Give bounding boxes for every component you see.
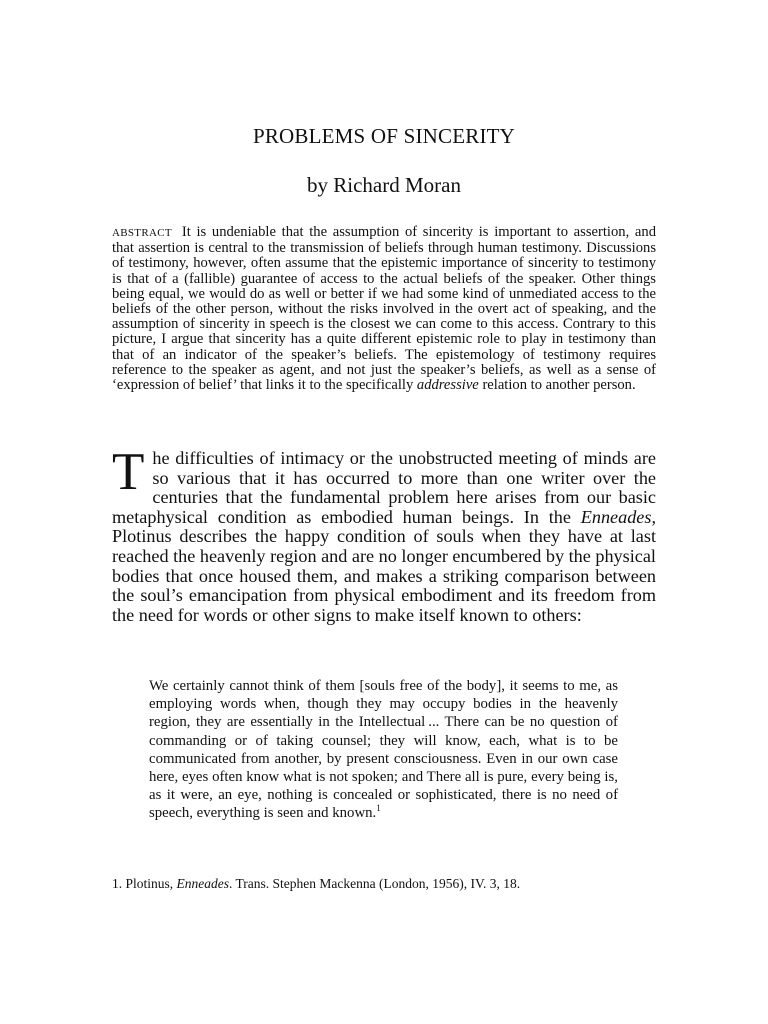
abstract-paragraph xyxy=(112,225,656,393)
body-italic-title: Enneades xyxy=(580,506,652,527)
drop-cap: T xyxy=(112,443,145,501)
abstract-italic-word: addressive xyxy=(416,377,479,394)
paper-title: PROBLEMS OF SINCERITY xyxy=(252,124,516,148)
footnote-details: . Trans. Stephen Mackenna (London, 1956), IV. 3, 18. xyxy=(229,876,521,891)
quote-text: We certainly cannot think of them [souls free of the body], it seems to me, as employing words when, though they may occupy bodies in the heavenly region, they are essentially in the Intellectual ... There can be no question of commanding or of taking counsel; they will know, each, what is to be communicated from another, by present consciousness. Even in our own case here, eyes often know what is not spoken; and There all is pure, every being is, as it were, an eye, nothing is concealed or sophisticated, there is no need of speech, everything is seen and known. xyxy=(149,678,618,822)
abstract-text-end: relation to another person. xyxy=(482,377,636,394)
footnote-number: 1. xyxy=(112,876,123,891)
paper-page xyxy=(112,0,656,1024)
paper-author: by Richard Moran xyxy=(307,173,461,197)
footnote-author: Plotinus, xyxy=(125,876,174,891)
body-paragraph xyxy=(112,443,656,625)
block-quote xyxy=(149,677,618,823)
footnote-reference[interactable]: 1 xyxy=(376,803,381,814)
footnote xyxy=(112,876,656,892)
body-text-end: , Plotinus describes the happy condition of souls when they have at last reached the heavenly region and are no longer encumbered by the physical bodies that once housed them, and makes a striking comparison between the soul’s emancipation from physical embodiment and its freedom from the need for words or other signs to make itself known to others: xyxy=(112,506,656,625)
footnote-work-title: Enneades xyxy=(176,876,229,891)
abstract-label: ABSTRACT xyxy=(112,227,172,239)
body-text-start: he difficulties of intimacy or the unobstructed meeting of minds are so various that it has occurred to more than one writer over the centuries that the fundamental problem here arises from our basic metaphysical condition as embodied human beings. In the xyxy=(112,448,656,527)
abstract-text: It is undeniable that the assumption of sincerity is important to assertion, and that assertion is central to the transmission of beliefs through human testimony. Discussions of testimony, however, often assume that the epistemic importance of sincerity to testimony is that of a (fallible) guarantee of access to the actual beliefs of the speaker. Other things being equal, we would do as well or better if we had some kind of unmediated access to the beliefs of the other person, without the risks involved in the overt act of speaking, and the assumption of sincerity in speech is the closest we can come to this access. Contrary to this picture, I argue that sincerity has a quite different epistemic role to play in testimony than that of an indicator of the speaker’s beliefs. The epistemology of testimony requires reference to the speaker as agent, and not just the speaker’s beliefs, as well as a sense of ‘expression of belief’ that links it to the specifically xyxy=(112,224,656,394)
